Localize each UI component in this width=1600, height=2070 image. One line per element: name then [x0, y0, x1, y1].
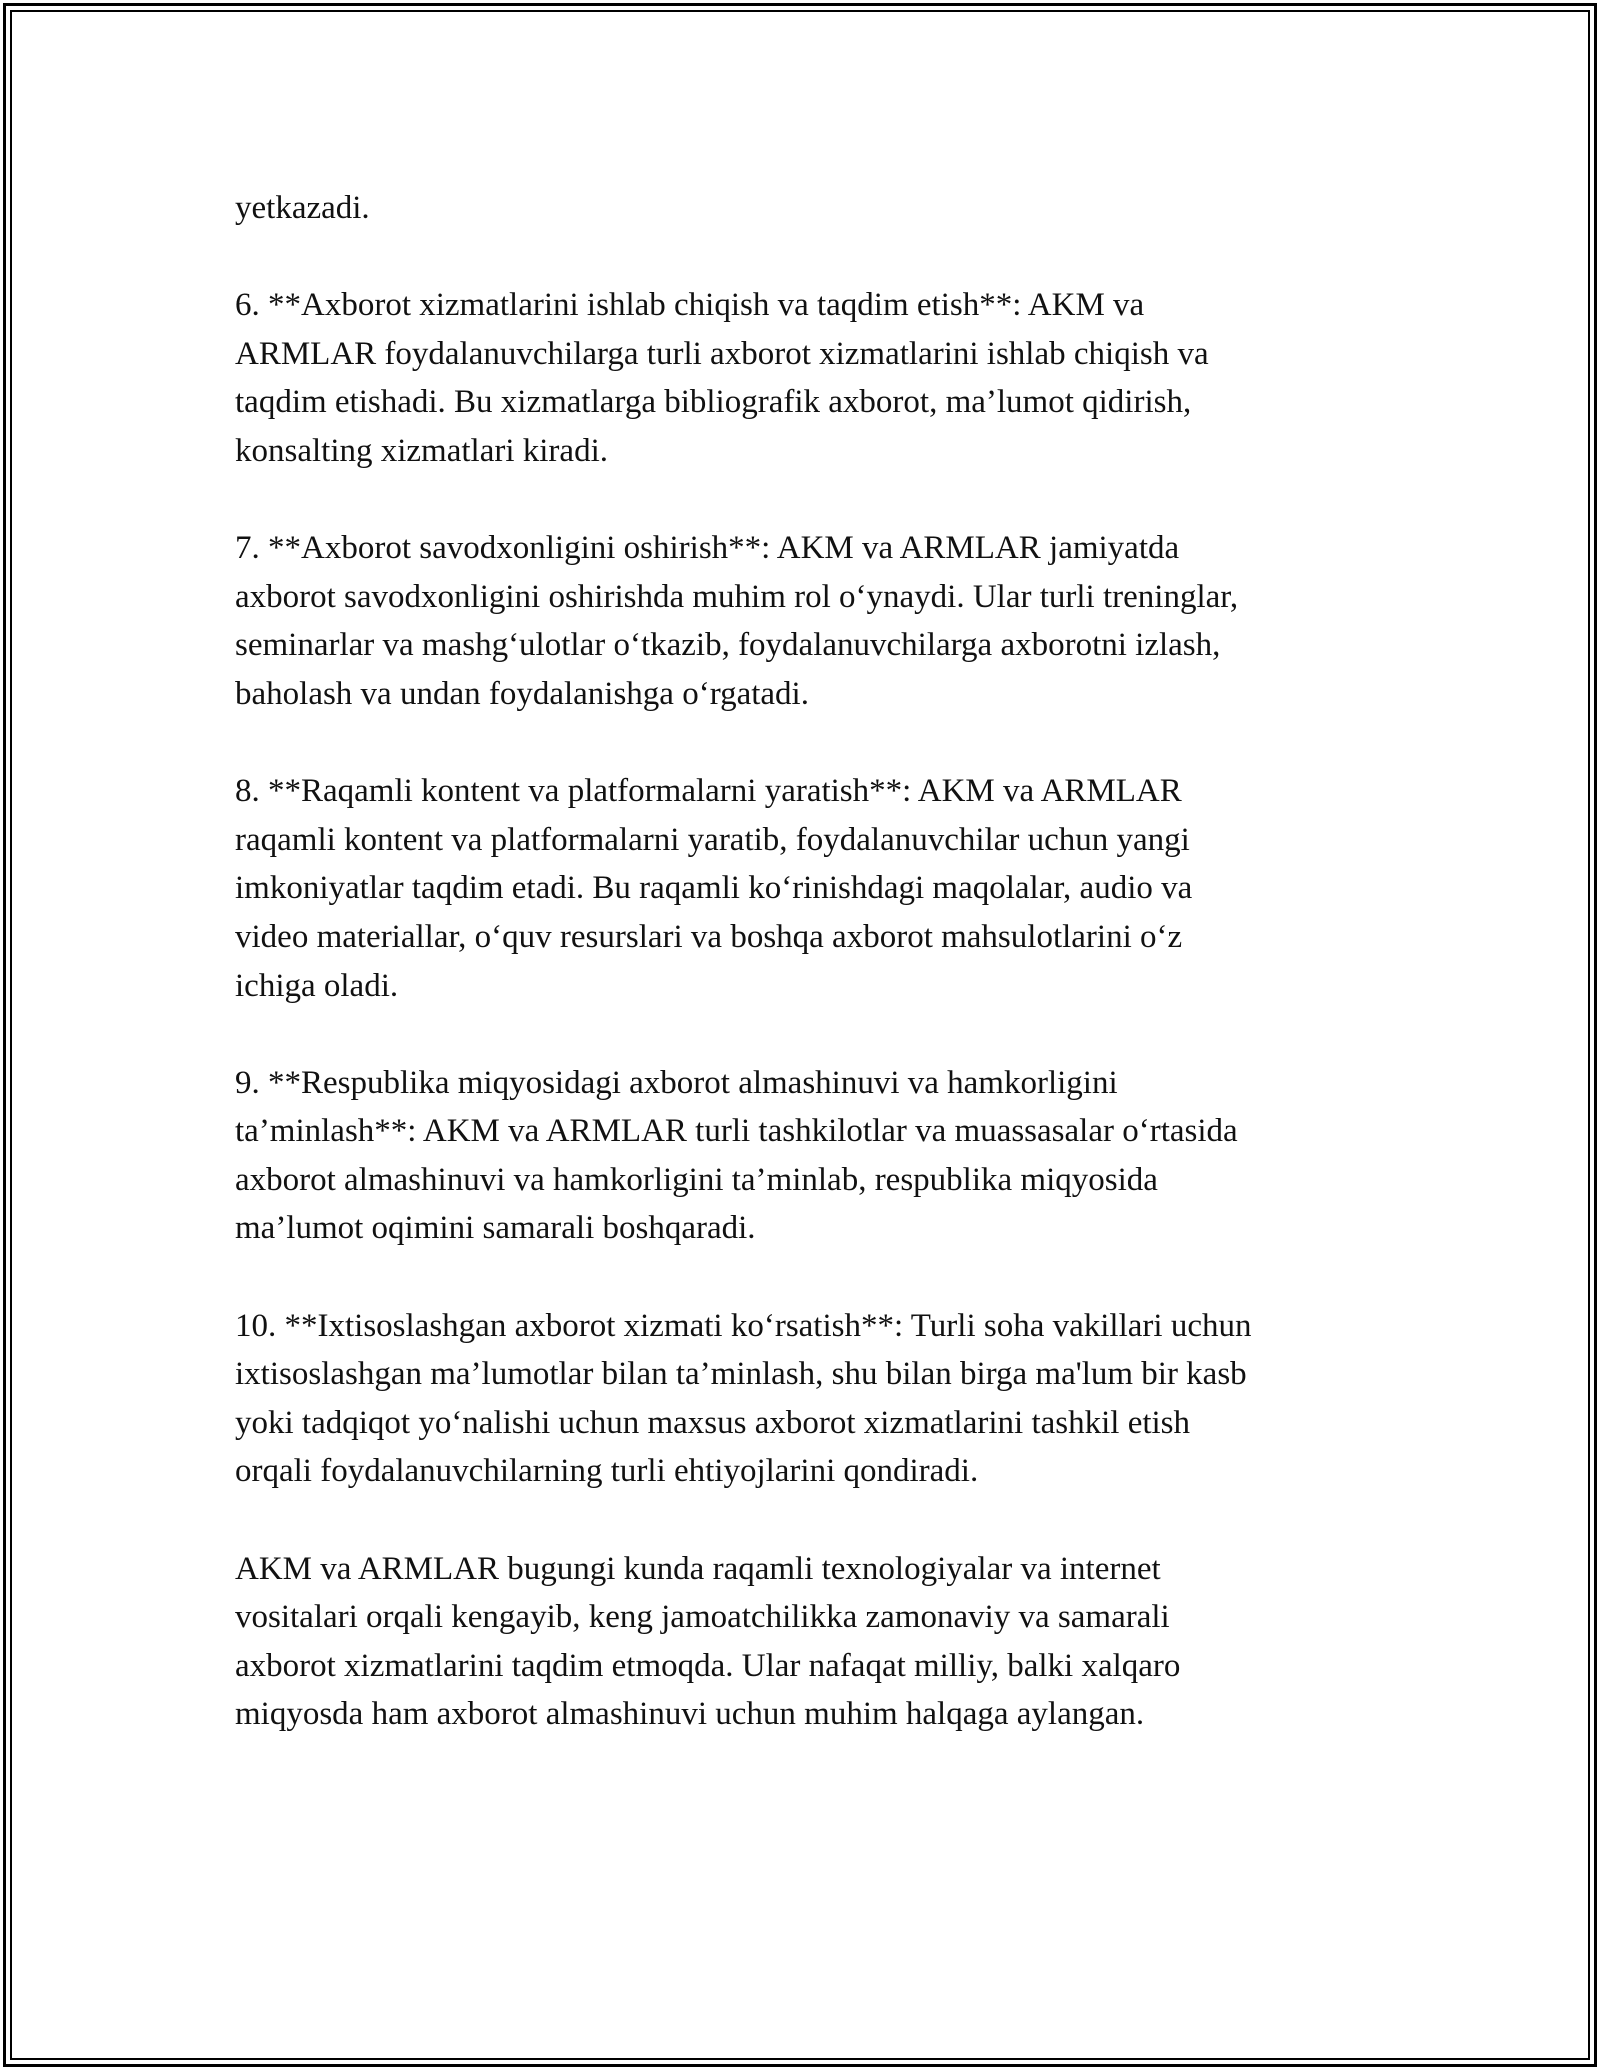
list-item-8: 8. **Raqamli kontent va platformalarni yaratish**: AKM va ARMLAR raqamli kontent va platformalarni yaratib, foydalanuvchilar uchun yangi imkoniyatlar taqdim etadi. Bu raqamli ko‘rinishdagi maqolalar, audio va video materiallar, o‘quv resurslari va boshqa axborot mahsulotlarini o‘z ichiga oladi. — [235, 773, 1193, 1004]
list-item-9: 9. **Respublika miqyosidagi axborot almashinuvi va hamkorligini ta’minlash**: AKM va ARMLAR turli tashkilotlar va muassasalar o‘rtasida axborot almashinuvi va hamkorligini ta’minlab, respublika miqyosida ma’lumot oqimini samarali boshqaradi. — [235, 1064, 1238, 1247]
list-item-6: 6. **Axborot xizmatlarini ishlab chiqish va taqdim etish**: AKM va ARMLAR foydalanuvchilarga turli axborot xizmatlarini ishlab chiqish va taqdim etishadi. Bu xizmatlarga bibliografik axborot, ma’lumot qidirish, konsalting xizmatlari kiradi. — [235, 287, 1209, 469]
list-item-7: 7. **Axborot savodxonligini oshirish**: AKM va ARMLAR jamiyatda axborot savodxonligini oshirishda muhim rol o‘ynaydi. Ular turli treninglar, seminarlar va mashg‘ulotlar o‘tkazib, foydalanuvchilarga axborotni izlash, baholash va undan foydalanishga o‘rgatadi. — [235, 530, 1239, 712]
list-item-10: 10. **Ixtisoslashgan axborot xizmati ko‘rsatish**: Turli soha vakillari uchun ixtisoslashgan ma’lumotlar bilan ta’minlash, shu bilan birga ma'lum bir kasb yoki tadqiqot yo‘nalishi uchun maxsus axborot xizmatlarini tashkil etish orqali foydalanuvchilarning turli ehtiyojlarini qondiradi. — [235, 1307, 1252, 1490]
closing-paragraph: AKM va ARMLAR bugungi kunda raqamli texnologiyalar va internet vositalari orqali kengayib, keng jamoatchilikka zamonaviy va samarali axborot xizmatlarini taqdim etmoqda. Ular nafaqat milliy, balki xalqaro miqyosda ham axborot almashinuvi uchun muhim halqaga aylangan. — [235, 1550, 1181, 1733]
document-body — [235, 184, 1385, 1788]
paragraph-continuation: yetkazadi. — [235, 190, 370, 226]
